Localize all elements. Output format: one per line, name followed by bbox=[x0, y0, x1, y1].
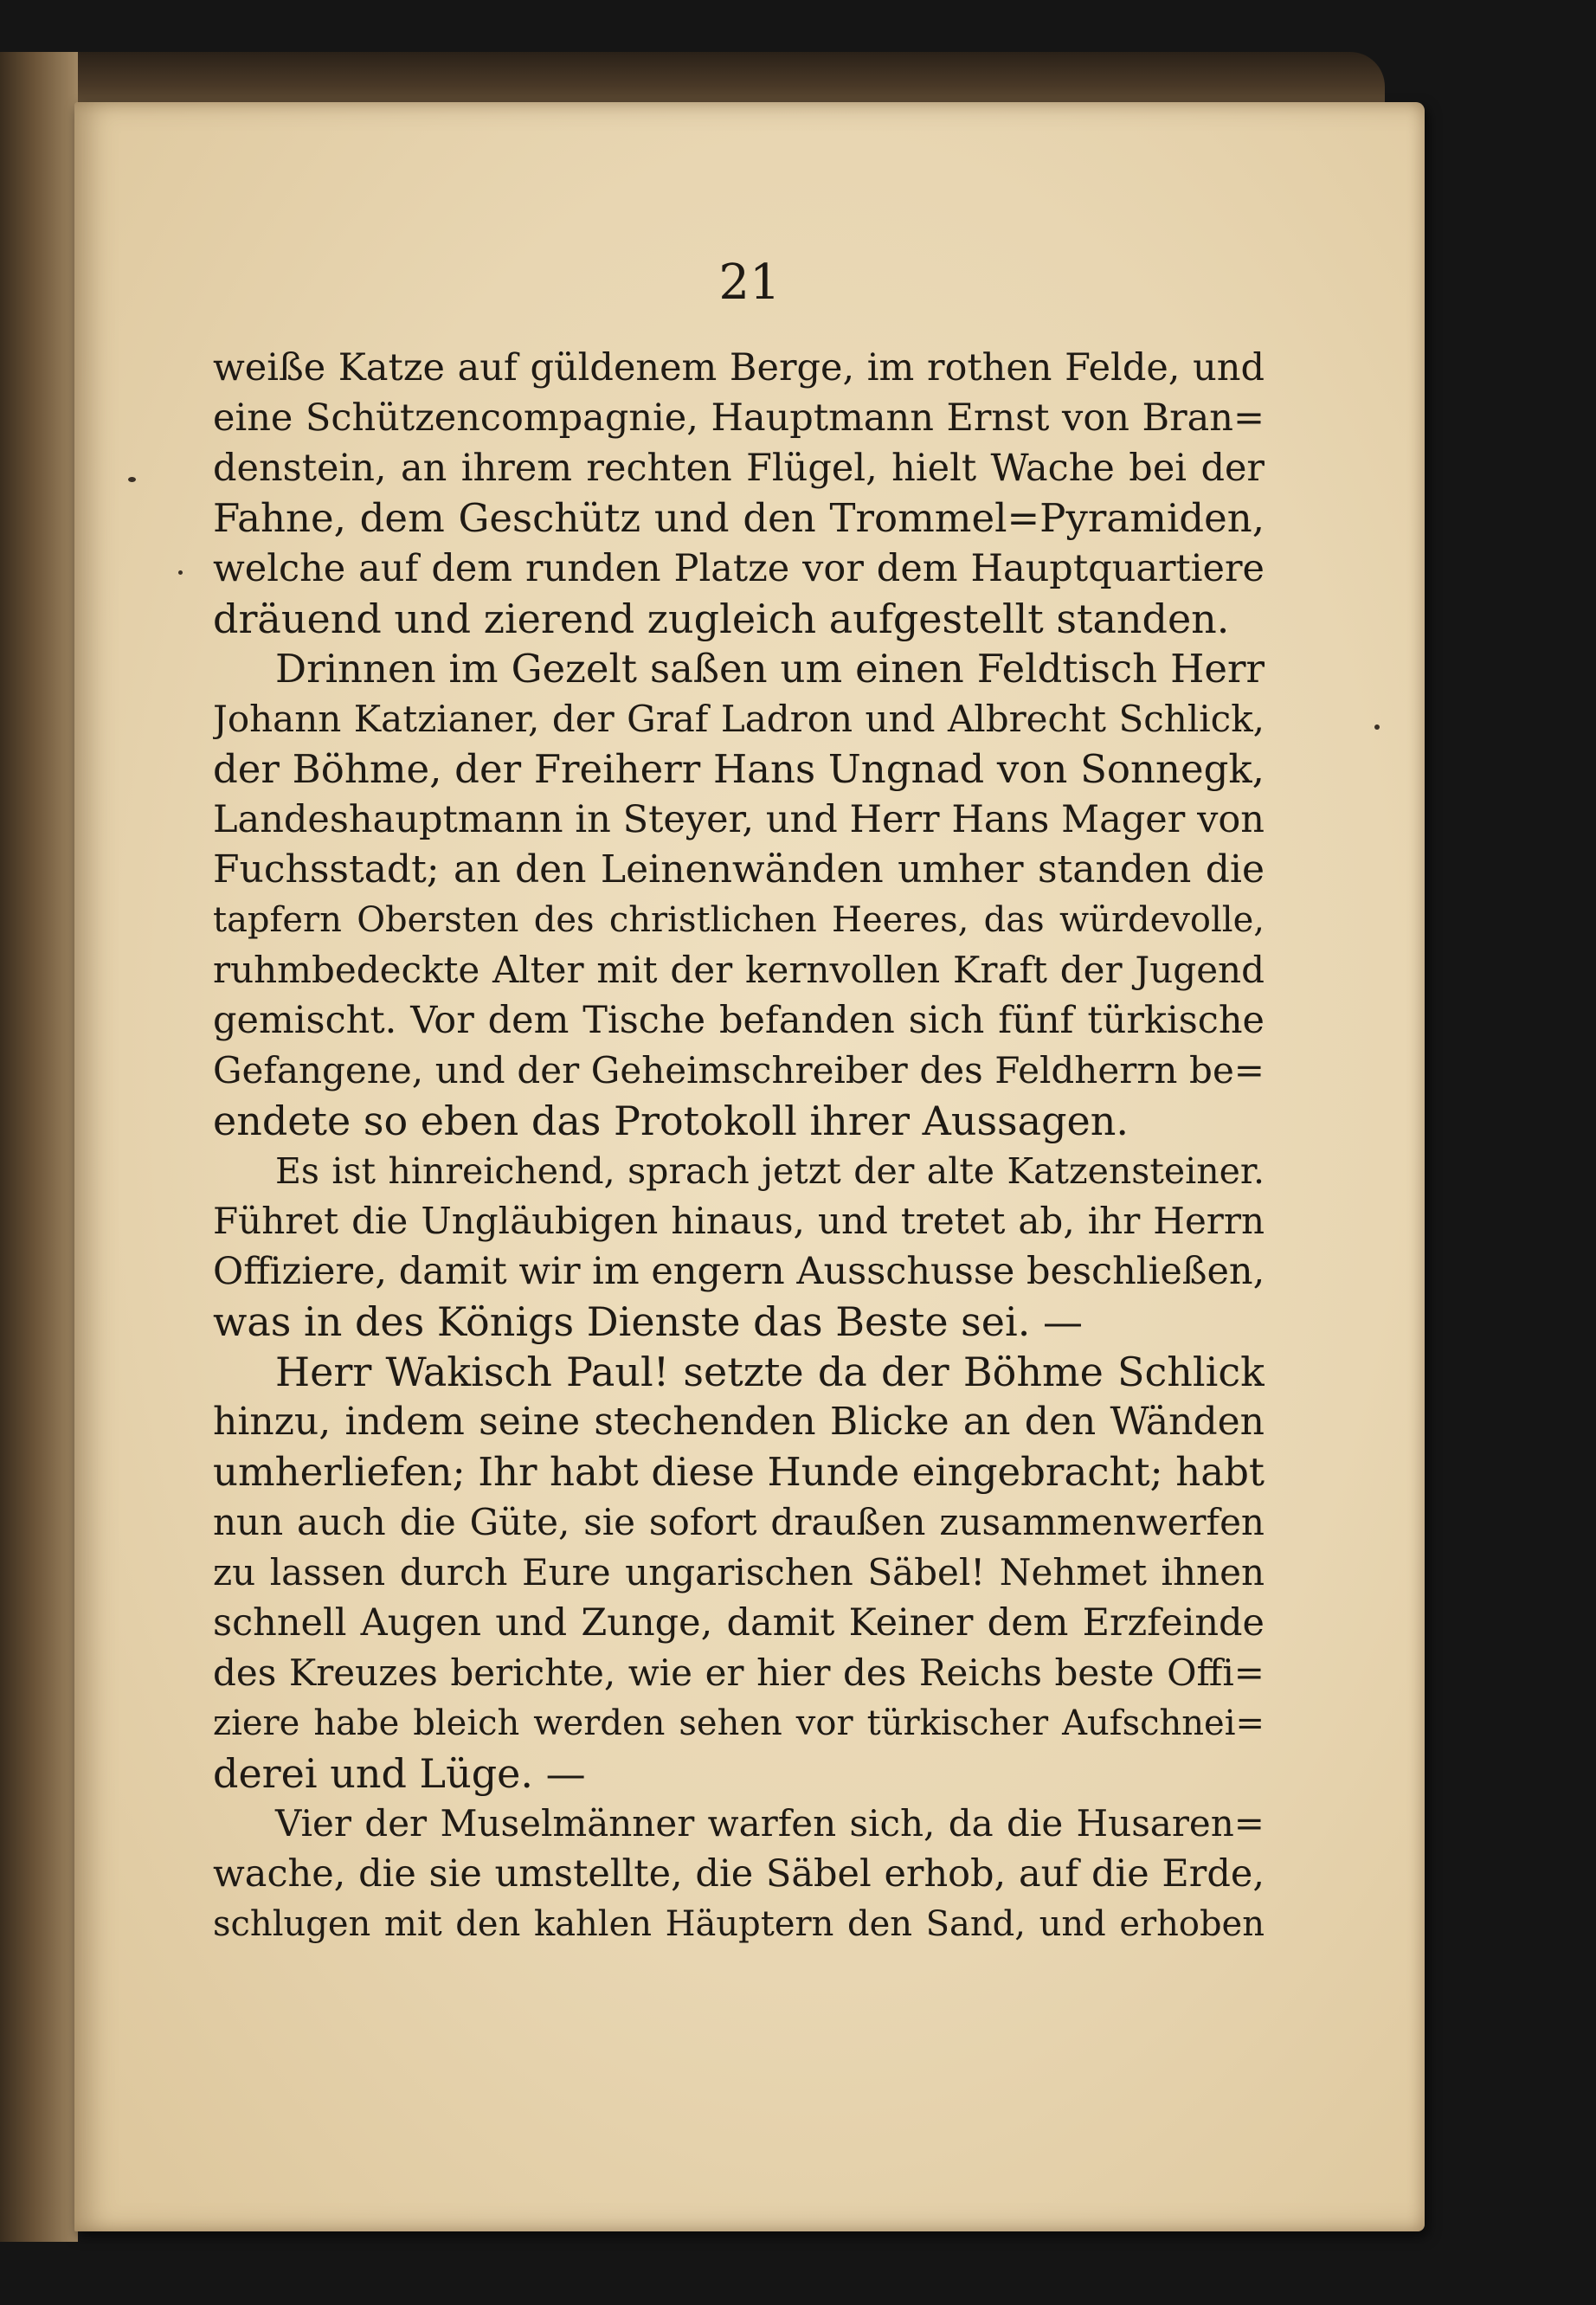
book-page bbox=[74, 102, 1425, 2231]
text-line: Fuchsstadt; an den Leinenwänden umher standen die bbox=[213, 847, 1265, 892]
text-line: ruhmbedeckte Alter mit der kernvollen Kraft der Jugend bbox=[213, 949, 1265, 991]
text-line: dräuend und zierend zugleich aufgestellt standen. bbox=[213, 596, 1230, 642]
text-line: Führet die Ungläubigen hinaus, und tretet ab, ihr Herrn bbox=[213, 1200, 1265, 1242]
text-line: wache, die sie umstellte, die Säbel erhob, auf die Erde, bbox=[213, 1852, 1265, 1896]
text-line: Offiziere, damit wir im engern Ausschusse beschließen, bbox=[213, 1250, 1265, 1293]
text-line: gemischt. Vor dem Tische befanden sich fünf türkische bbox=[213, 999, 1265, 1042]
text-line: weiße Katze auf güldenem Berge, im rothen Felde, und bbox=[213, 346, 1265, 390]
ink-speck bbox=[178, 570, 183, 575]
text-line: Drinnen im Gezelt saßen um einen Feldtisch Herr bbox=[275, 646, 1265, 692]
text-line: zu lassen durch Eure ungarischen Säbel! Nehmet ihnen bbox=[213, 1551, 1265, 1594]
text-line: eine Schützencompagnie, Hauptmann Ernst von Bran= bbox=[213, 396, 1265, 440]
text-line: umherliefen; Ihr habt diese Hunde eingebracht; habt bbox=[213, 1449, 1265, 1495]
text-line: Vier der Muselmänner warfen sich, da die Husaren= bbox=[275, 1802, 1265, 1845]
text-line: welche auf dem runden Platze vor dem Hauptquartiere bbox=[213, 547, 1265, 590]
text-line: Landeshauptmann in Steyer, und Herr Hans Mager von bbox=[213, 798, 1265, 841]
text-line: schlugen mit den kahlen Häuptern den Sand, und erhoben bbox=[213, 1904, 1265, 1944]
text-line: derei und Lüge. — bbox=[213, 1750, 586, 1797]
text-line: denstein, an ihrem rechten Flügel, hielt Wache bei der bbox=[213, 447, 1265, 490]
text-line: Es ist hinreichend, sprach jetzt der alte Katzensteiner. bbox=[275, 1150, 1265, 1192]
text-line: schnell Augen und Zunge, damit Keiner dem Erzfeinde bbox=[213, 1601, 1265, 1645]
text-line: des Kreuzes berichte, wie er hier des Reichs beste Offi= bbox=[213, 1651, 1265, 1694]
text-line: der Böhme, der Freiherr Hans Ungnad von Sonnegk, bbox=[213, 746, 1265, 792]
page-number: 21 bbox=[718, 254, 781, 311]
text-line: endete so eben das Protokoll ihrer Aussagen. bbox=[213, 1098, 1129, 1144]
text-line: hinzu, indem seine stechenden Blicke an den Wänden bbox=[213, 1400, 1265, 1444]
book-spine-edge bbox=[0, 52, 78, 2242]
text-line: Johann Katzianer, der Graf Ladron und Albrecht Schlick, bbox=[213, 698, 1265, 740]
page-text bbox=[213, 343, 1265, 1949]
text-line: was in des Königs Dienste das Beste sei. — bbox=[213, 1298, 1083, 1345]
ink-speck bbox=[128, 477, 136, 482]
text-line: tapfern Obersten des christlichen Heeres, das würdevolle, bbox=[213, 900, 1265, 940]
text-line: Gefangene, und der Geheimschreiber des Feldherrn be= bbox=[213, 1049, 1265, 1091]
text-line: nun auch die Güte, sie sofort draußen zusammenwerfen bbox=[213, 1501, 1265, 1543]
text-line: Herr Wakisch Paul! setzte da der Böhme Schlick bbox=[275, 1349, 1265, 1395]
text-line: ziere habe bleich werden sehen vor türkischer Aufschnei= bbox=[213, 1703, 1265, 1743]
text-line: Fahne, dem Geschütz und den Trommel=Pyramiden, bbox=[213, 495, 1265, 541]
ink-speck bbox=[1374, 724, 1380, 730]
